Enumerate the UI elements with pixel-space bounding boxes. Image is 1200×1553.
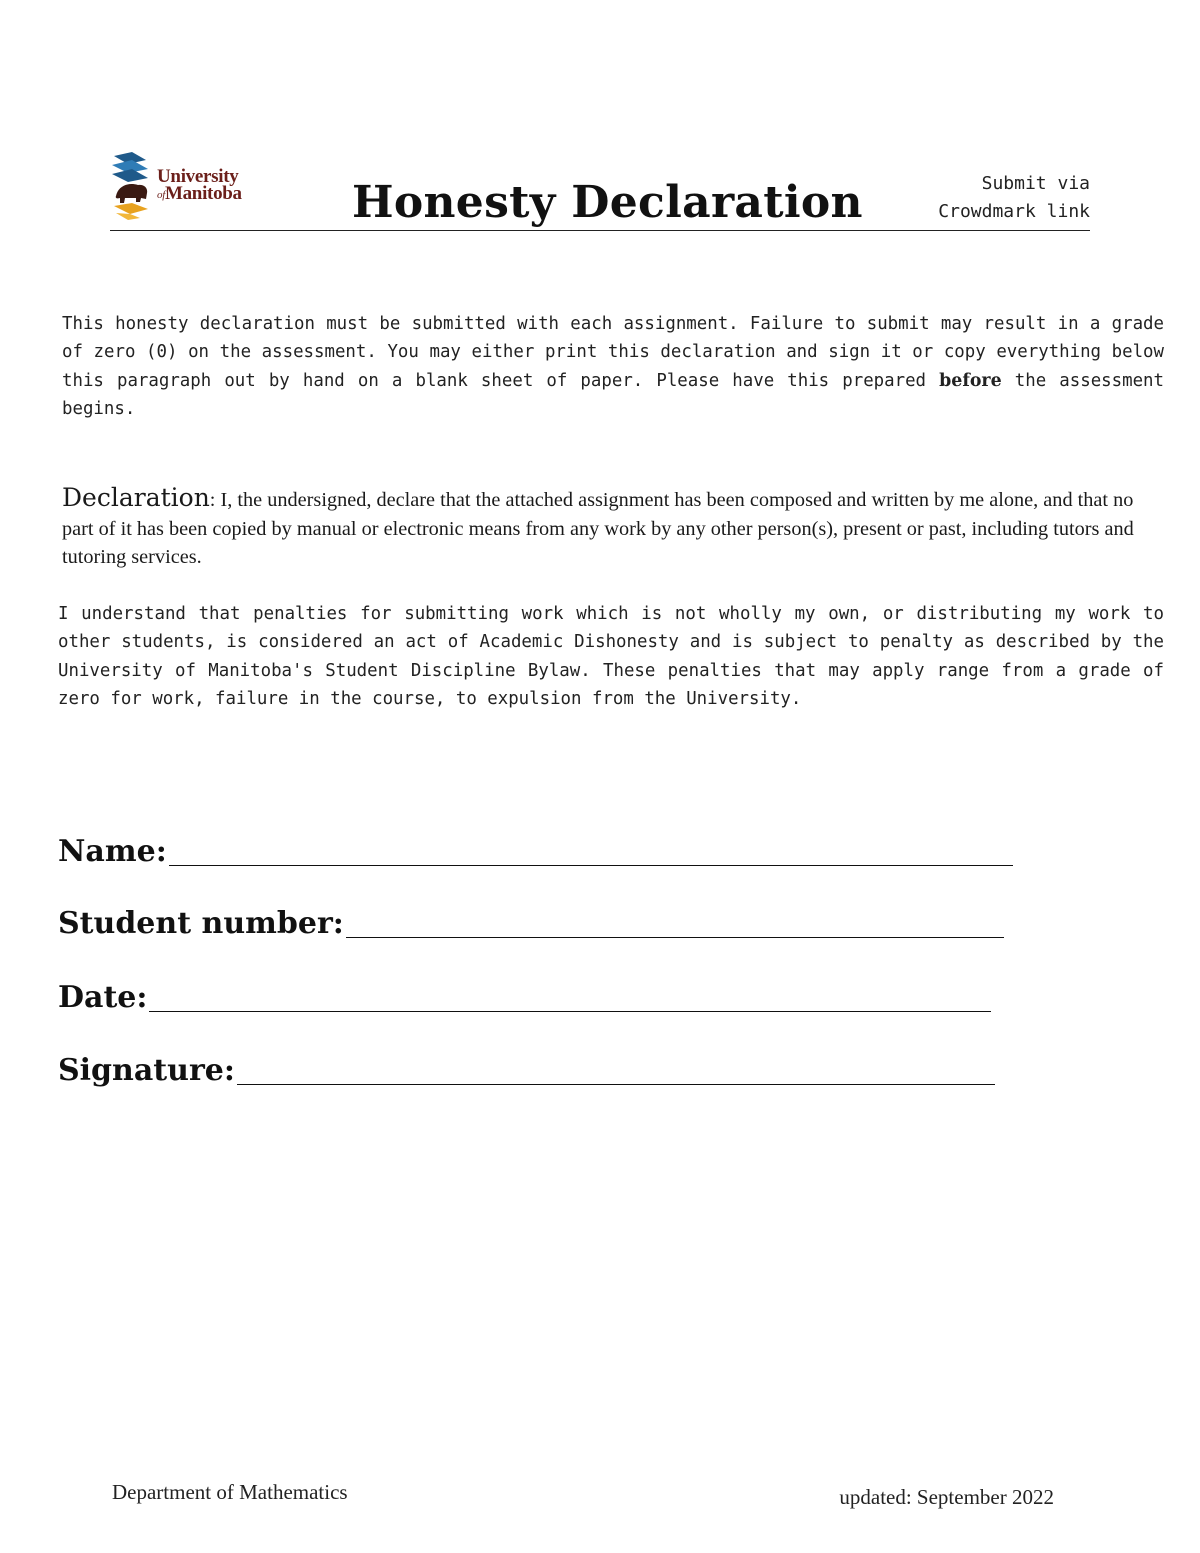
signature-blank-line[interactable] — [237, 1084, 995, 1085]
intro-bold-before: before — [939, 370, 1002, 391]
date-field — [58, 972, 991, 1016]
declaration-text: : I, the undersigned, declare that the attached assignment has been composed and written by me alone, and that no part of it has been copied by manual or electronic means from any work by any other person(s), present or past, including tutors and tutoring services. — [62, 489, 1134, 568]
footer-department: Department of Mathematics — [112, 1480, 348, 1504]
signature-field — [58, 1045, 995, 1089]
student-number-field — [58, 898, 1004, 942]
logo-wordmark — [157, 168, 242, 204]
document-header — [110, 150, 1090, 231]
date-label: Date: — [58, 980, 148, 1015]
university-crest-icon — [110, 152, 156, 220]
footer-updated: updated: September 2022 — [839, 1485, 1054, 1509]
signature-label: Signature: — [58, 1053, 235, 1088]
logo-line-university: University — [157, 166, 239, 187]
page-title: Honesty Declaration — [352, 177, 863, 228]
penalty-paragraph: I understand that penalties for submitting work which is not wholly my own, or distributing my work to other students, is considered an act of Academic Dishonesty and is subject to penalty as described by the University of Manitoba's Student Discipline Bylaw. These penalties that may apply range from a grade of zero for work, failure in the course, to expulsion from the University. — [58, 604, 1164, 709]
student-number-blank-line[interactable] — [346, 937, 1004, 938]
submit-instructions — [938, 170, 1090, 226]
date-blank-line[interactable] — [149, 1011, 991, 1012]
declaration-paragraph — [62, 484, 1142, 572]
declaration-heading: Declaration — [62, 483, 210, 512]
logo-of: of — [157, 189, 165, 201]
submit-line-2: Crowdmark link — [938, 201, 1090, 222]
name-field — [58, 826, 1013, 870]
logo-line-manitoba — [157, 185, 242, 204]
name-label: Name: — [58, 834, 167, 869]
intro-paragraph — [62, 310, 1164, 423]
submit-line-1: Submit via — [981, 173, 1090, 194]
name-blank-line[interactable] — [169, 865, 1013, 866]
logo-manitoba: Manitoba — [164, 183, 242, 204]
intro-text-2: the assessment begins. — [62, 370, 1164, 419]
student-number-label: Student number: — [58, 906, 344, 941]
intro-text-1: This honesty declaration must be submitted with each assignment. Failure to submit may result in a grade of zero (0) on the assessment. You may either print this declaration and sign it or copy everything below this paragraph out by hand on a blank sheet of paper. Please have this prepared — [62, 314, 1164, 391]
university-logo — [110, 152, 270, 220]
